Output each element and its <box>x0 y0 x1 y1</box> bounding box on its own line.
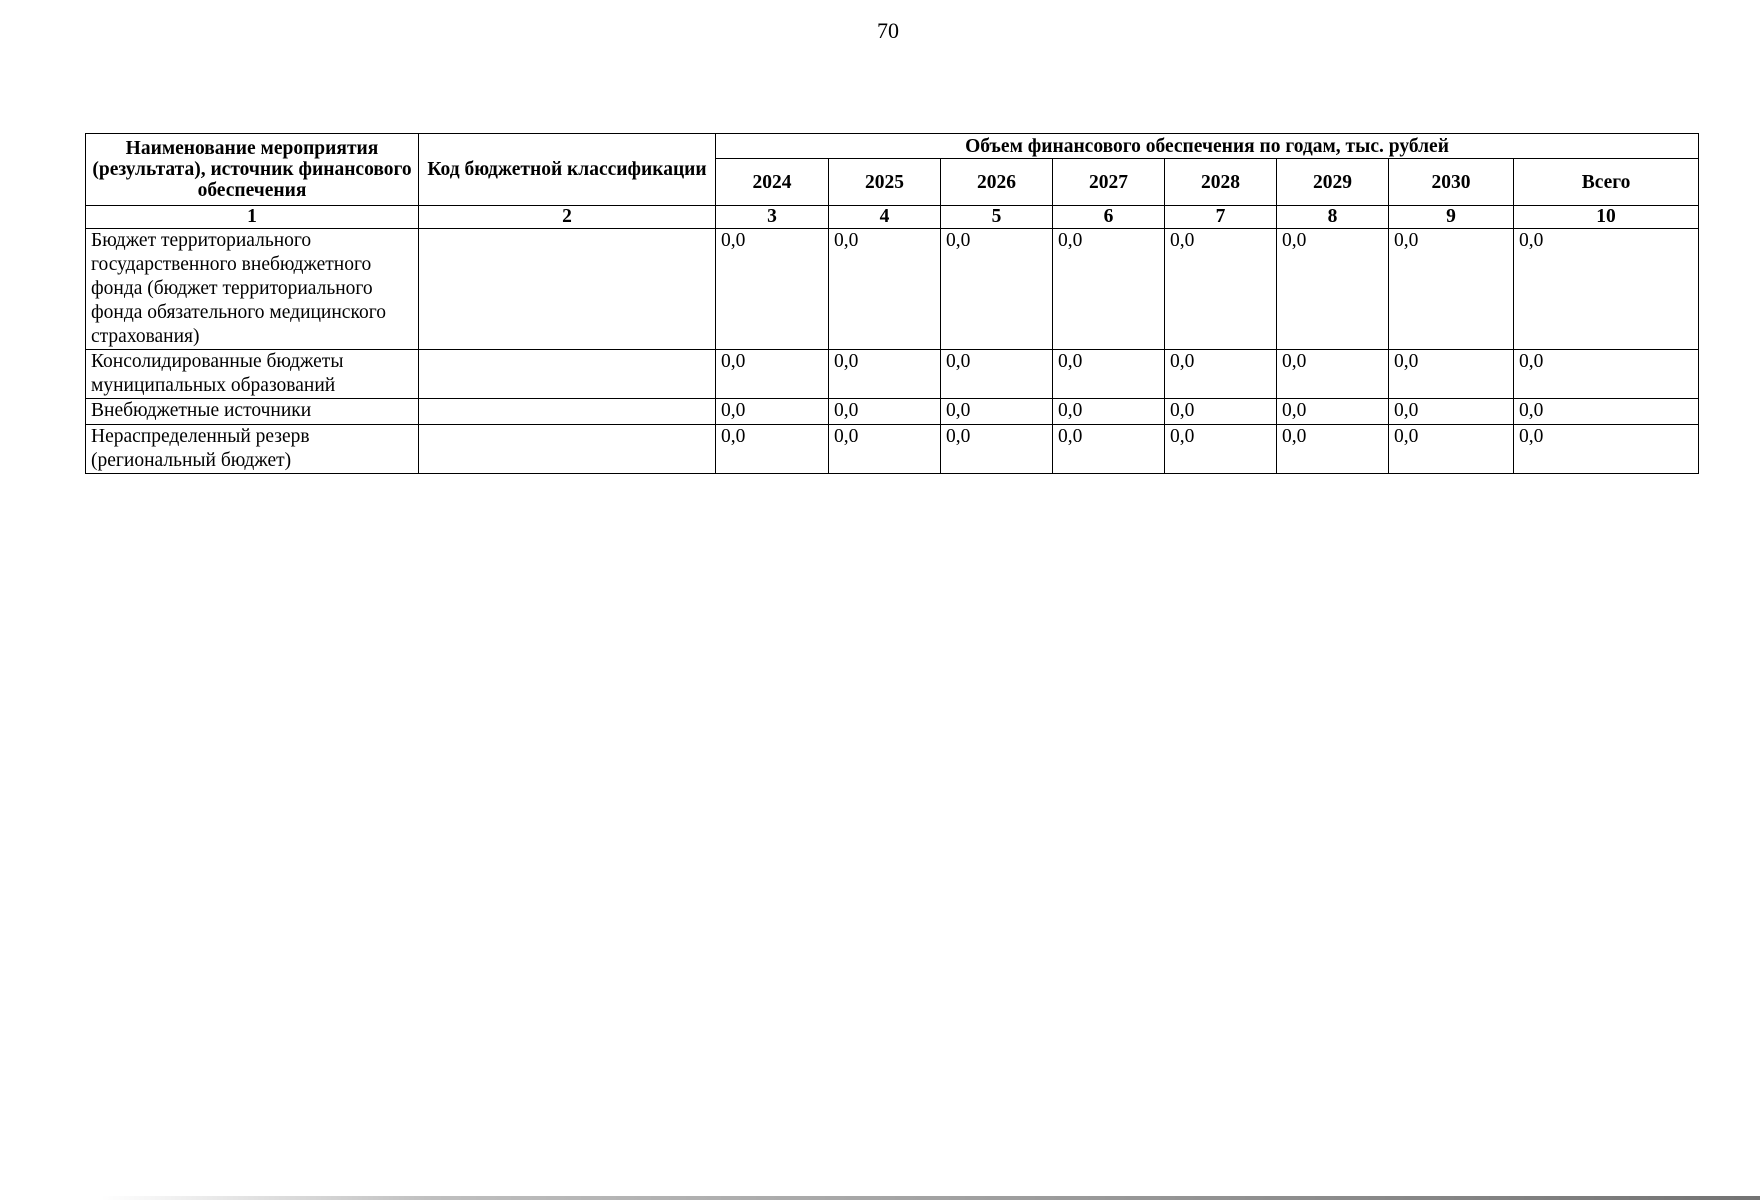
row-value: 0,0 <box>716 229 829 350</box>
table-row <box>86 350 1699 399</box>
column-number: 9 <box>1389 206 1514 229</box>
scan-edge-line <box>100 1196 1760 1200</box>
column-number-row <box>86 206 1699 229</box>
column-number: 1 <box>86 206 419 229</box>
row-value: 0,0 <box>1277 229 1389 350</box>
column-number: 5 <box>941 206 1053 229</box>
row-value: 0,0 <box>1277 399 1389 425</box>
row-value: 0,0 <box>1277 425 1389 474</box>
row-value: 0,0 <box>1165 399 1277 425</box>
row-value: 0,0 <box>1053 229 1165 350</box>
column-number: 10 <box>1514 206 1699 229</box>
row-value: 0,0 <box>716 350 829 399</box>
header-year: 2026 <box>941 159 1053 206</box>
header-year: 2028 <box>1165 159 1277 206</box>
row-value: 0,0 <box>1389 350 1514 399</box>
row-value: 0,0 <box>1277 350 1389 399</box>
row-total: 0,0 <box>1514 425 1699 474</box>
row-total: 0,0 <box>1514 229 1699 350</box>
row-value: 0,0 <box>829 425 941 474</box>
row-value: 0,0 <box>1389 399 1514 425</box>
row-value: 0,0 <box>1053 350 1165 399</box>
row-value: 0,0 <box>1389 425 1514 474</box>
row-name: Консолидированные бюджеты муниципальных образований <box>86 350 419 399</box>
row-value: 0,0 <box>941 229 1053 350</box>
row-value: 0,0 <box>1053 425 1165 474</box>
row-value: 0,0 <box>716 425 829 474</box>
row-value: 0,0 <box>716 399 829 425</box>
column-number: 7 <box>1165 206 1277 229</box>
header-code-column: Код бюджетной классификации <box>419 134 716 206</box>
table-row <box>86 229 1699 350</box>
header-year: 2029 <box>1277 159 1389 206</box>
row-value: 0,0 <box>1165 350 1277 399</box>
row-value: 0,0 <box>941 399 1053 425</box>
column-number: 6 <box>1053 206 1165 229</box>
row-name: Внебюджетные источники <box>86 399 419 425</box>
header-row <box>86 134 1699 159</box>
row-total: 0,0 <box>1514 399 1699 425</box>
row-value: 0,0 <box>1389 229 1514 350</box>
page-number: 70 <box>877 18 899 43</box>
row-value: 0,0 <box>829 350 941 399</box>
header-year: 2027 <box>1053 159 1165 206</box>
column-number: 3 <box>716 206 829 229</box>
row-value: 0,0 <box>1165 229 1277 350</box>
column-number: 8 <box>1277 206 1389 229</box>
table-row <box>86 399 1699 425</box>
header-year: 2030 <box>1389 159 1514 206</box>
row-code <box>419 399 716 425</box>
row-code <box>419 229 716 350</box>
financing-table <box>85 133 1699 474</box>
column-number: 4 <box>829 206 941 229</box>
row-code <box>419 425 716 474</box>
header-name-column: Наименование мероприятия (результата), источник финансового обеспечения <box>86 134 419 206</box>
row-value: 0,0 <box>829 229 941 350</box>
column-number: 2 <box>419 206 716 229</box>
header-year: 2025 <box>829 159 941 206</box>
row-name: Нераспределенный резерв (региональный бюджет) <box>86 425 419 474</box>
row-value: 0,0 <box>941 350 1053 399</box>
row-value: 0,0 <box>829 399 941 425</box>
row-value: 0,0 <box>1053 399 1165 425</box>
row-value: 0,0 <box>941 425 1053 474</box>
row-name: Бюджет территориального государственного внебюджетного фонда (бюджет территориального фонда обязательного медицинского страхования) <box>86 229 419 350</box>
row-value: 0,0 <box>1165 425 1277 474</box>
row-total: 0,0 <box>1514 350 1699 399</box>
row-code <box>419 350 716 399</box>
header-total: Всего <box>1514 159 1699 206</box>
header-year: 2024 <box>716 159 829 206</box>
header-volume-group: Объем финансового обеспечения по годам, тыс. рублей <box>716 134 1699 159</box>
table-row <box>86 425 1699 474</box>
